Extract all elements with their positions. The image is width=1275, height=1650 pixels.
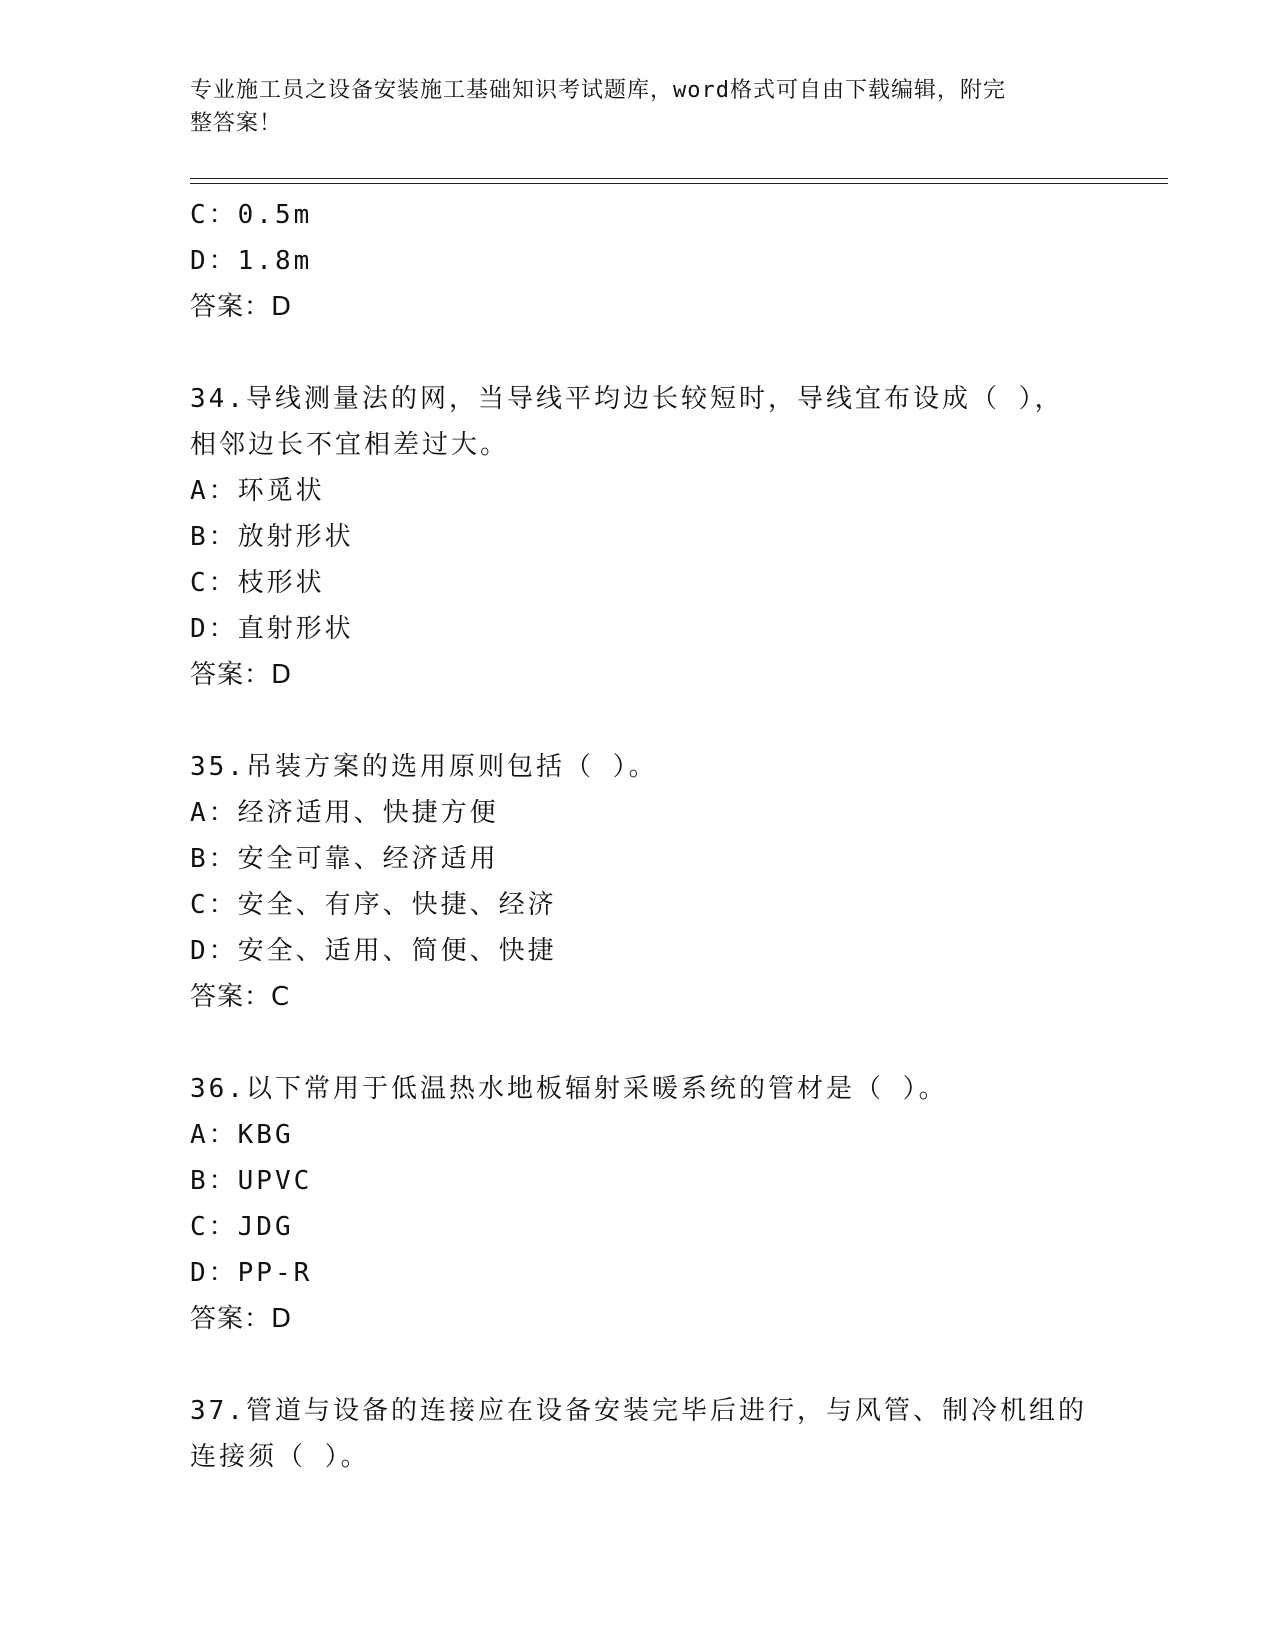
document-body — [190, 192, 1130, 1480]
question-fragment — [190, 192, 1130, 330]
option-c: C：0.5m — [190, 200, 313, 230]
question-stem-line-1: 37.管道与设备的连接应在设备安装完毕后进行，与风管、制冷机组的 — [190, 1396, 1087, 1426]
question-35 — [190, 744, 1130, 1020]
option-a: A：KBG — [190, 1120, 294, 1150]
answer-line: 答案：D — [190, 1304, 293, 1334]
question-37 — [190, 1388, 1130, 1480]
option-d: D：1.8m — [190, 246, 313, 276]
answer-line: 答案：C — [190, 982, 291, 1012]
header-line-1: 专业施工员之设备安装施工基础知识考试题库，word格式可自由下载编辑，附完 — [190, 78, 1006, 103]
header-rule-bottom — [190, 183, 1168, 184]
page-header — [190, 74, 1090, 140]
option-b: B：UPVC — [190, 1166, 313, 1196]
answer-line: 答案：D — [190, 292, 293, 322]
question-stem-line-1: 34.导线测量法的网，当导线平均边长较短时，导线宜布设成（ ）， — [190, 384, 1064, 414]
question-stem-line-2: 相邻边长不宜相差过大。 — [190, 430, 510, 460]
option-c: C：JDG — [190, 1212, 294, 1242]
question-34 — [190, 376, 1130, 698]
option-a: A：环觅状 — [190, 476, 325, 506]
option-a: A：经济适用、快捷方便 — [190, 798, 499, 828]
option-c: C：枝形状 — [190, 568, 325, 598]
option-b: B：安全可靠、经济适用 — [190, 844, 499, 874]
question-36 — [190, 1066, 1130, 1342]
header-line-2: 整答案！ — [190, 111, 283, 136]
question-stem-line-1: 35.吊装方案的选用原则包括（ ）。 — [190, 752, 658, 782]
option-c: C：安全、有序、快捷、经济 — [190, 890, 557, 920]
header-rule-top — [190, 178, 1168, 179]
question-stem-line-1: 36.以下常用于低温热水地板辐射采暖系统的管材是（ ）。 — [190, 1074, 948, 1104]
option-d: D：安全、适用、简便、快捷 — [190, 936, 557, 966]
option-d: D：PP-R — [190, 1258, 313, 1288]
question-stem-line-2: 连接须（ ）。 — [190, 1442, 370, 1472]
answer-line: 答案：D — [190, 660, 293, 690]
option-b: B：放射形状 — [190, 522, 354, 552]
option-d: D：直射形状 — [190, 614, 354, 644]
